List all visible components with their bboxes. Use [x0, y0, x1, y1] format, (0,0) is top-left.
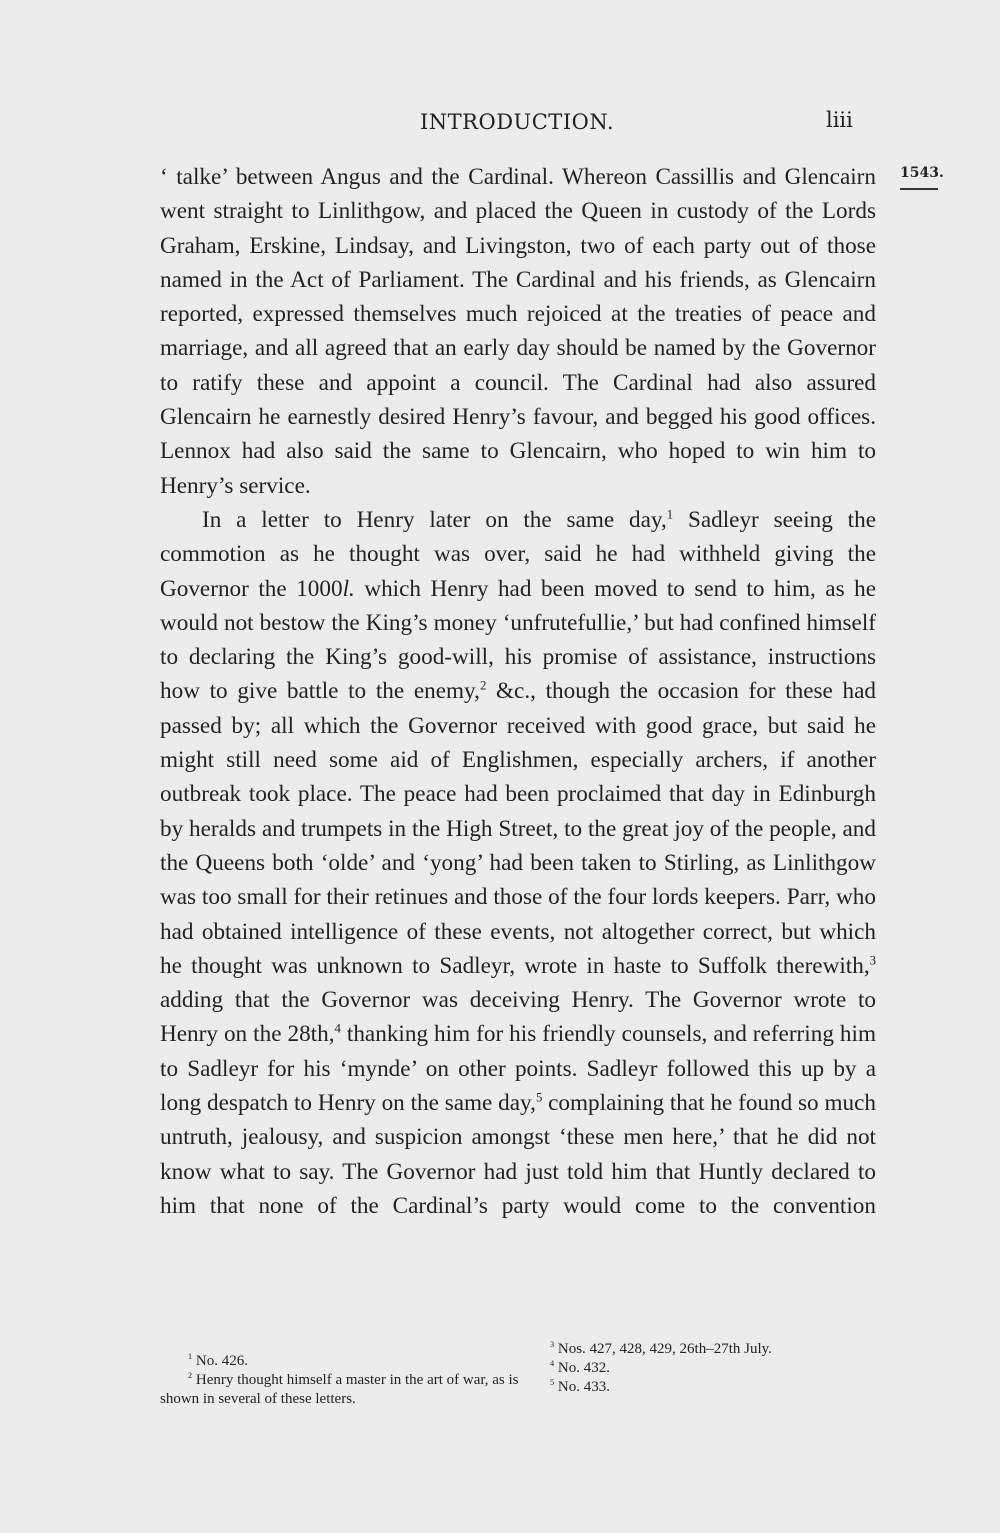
paragraph-2-text-d: &c., though the occasion for these had passed by; all which the Governor received with good grace, but said he might still need some aid of Englishmen, especially archers, if another outbreak took place. The peace had been proclaimed that day in Edinburgh by heralds and trumpets in the High Street, to the great joy of the people, and the Queens both ‘olde’ and ‘yong’ had been taken to Stirling, as Linlithgow was too small for their retinues and those of the four lords keepers. Parr, who had obtained intelligence of these events, not altogether correct, but which he thought was unknown to Sadleyr, wrote in haste to Suffolk therewith,	[160, 678, 876, 979]
footnote-ref-3: 3	[869, 953, 876, 968]
footnote-2-mark: 2	[188, 1371, 193, 1380]
footnote-2	[160, 1371, 530, 1409]
paragraph-2-text-a: In a letter to Henry later on the same day,	[202, 506, 667, 533]
footnote-2-text: Henry thought himself a master in the art of war, as is shown in several of these letters.	[160, 1372, 519, 1407]
paragraph-2-text-b: Sadleyr seeing the commotion as he thought was over, said he had withheld giving the Governor the 1000	[160, 506, 876, 602]
footnote-5	[550, 1378, 880, 1397]
footnote-4	[550, 1359, 880, 1378]
footnote-5-mark: 5	[550, 1378, 555, 1387]
footnote-4-mark: 4	[550, 1359, 555, 1368]
footnote-3-mark: 3	[550, 1340, 555, 1349]
paragraph-2-text-g: complaining that he found so much untruth, jealousy, and suspicion amongst ‘these men here,’ that he did not know what to say. The Governor had just told him that Huntly declared to him that none of the Cardinal’s party would come to the convention	[160, 1090, 876, 1219]
paragraph-2	[160, 503, 876, 1223]
margin-year-note: 1543.	[900, 165, 944, 181]
margin-rule	[900, 188, 938, 190]
footnotes-right-column	[550, 1340, 880, 1397]
footnote-3-text: Nos. 427, 428, 429, 26th–27th July.	[554, 1341, 772, 1357]
paragraph-2-currency: l.	[342, 575, 355, 602]
paragraph-1: ‘ talke’ between Angus and the Cardinal. Whereon Cassillis and Glencairn went straight to Linlithgow, and placed the Queen in custody of the Lords Graham, Erskine, Lindsay, and Livingston, two of each party out of those named in the Act of Parliament. The Cardinal and his friends, as Glencairn reported, expressed themselves much rejoiced at the treaties of peace and marriage, and all agreed that an early day should be named by the Governor to ratify these and appoint a council. The Cardinal had also assured Glencairn he earnestly desired Henry’s favour, and begged his good offices. Lennox had also said the same to Glencairn, who hoped to win him to Henry’s service.	[160, 164, 876, 499]
footnote-5-text: No. 433.	[554, 1379, 610, 1395]
footnote-ref-2: 2	[479, 678, 487, 693]
paragraph-2-text-e: adding that the Governor was deceiving Henry. The Governor wrote to Henry on the 28th,	[160, 987, 876, 1048]
running-title: INTRODUCTION.	[420, 110, 615, 134]
footnotes-left-column	[160, 1352, 530, 1409]
paragraph-2-text-c: which Henry had been moved to send to him, as he would not bestow the King’s money ‘unfrutefullie,’ but had confined himself to declaring the King’s good-will, his promise of assistance, instructions how to give battle to the enemy,	[160, 575, 876, 705]
page-number: liii	[826, 108, 853, 132]
paragraph-2-text-f: thanking him for his friendly counsels, and referring him to Sadleyr for his ‘mynde’ on other points. Sadleyr followed this up by a long despatch to Henry on the same day,	[160, 1021, 876, 1117]
footnote-3	[550, 1340, 880, 1359]
footnote-ref-1: 1	[666, 507, 674, 522]
footnote-1-mark: 1	[188, 1352, 193, 1361]
footnote-ref-4: 4	[334, 1021, 341, 1036]
footnote-1	[160, 1352, 530, 1371]
body-text	[160, 160, 876, 1223]
footnote-1-text: No. 426.	[192, 1353, 248, 1369]
footnote-ref-5: 5	[535, 1090, 543, 1105]
footnote-4-text: No. 432.	[554, 1360, 610, 1376]
